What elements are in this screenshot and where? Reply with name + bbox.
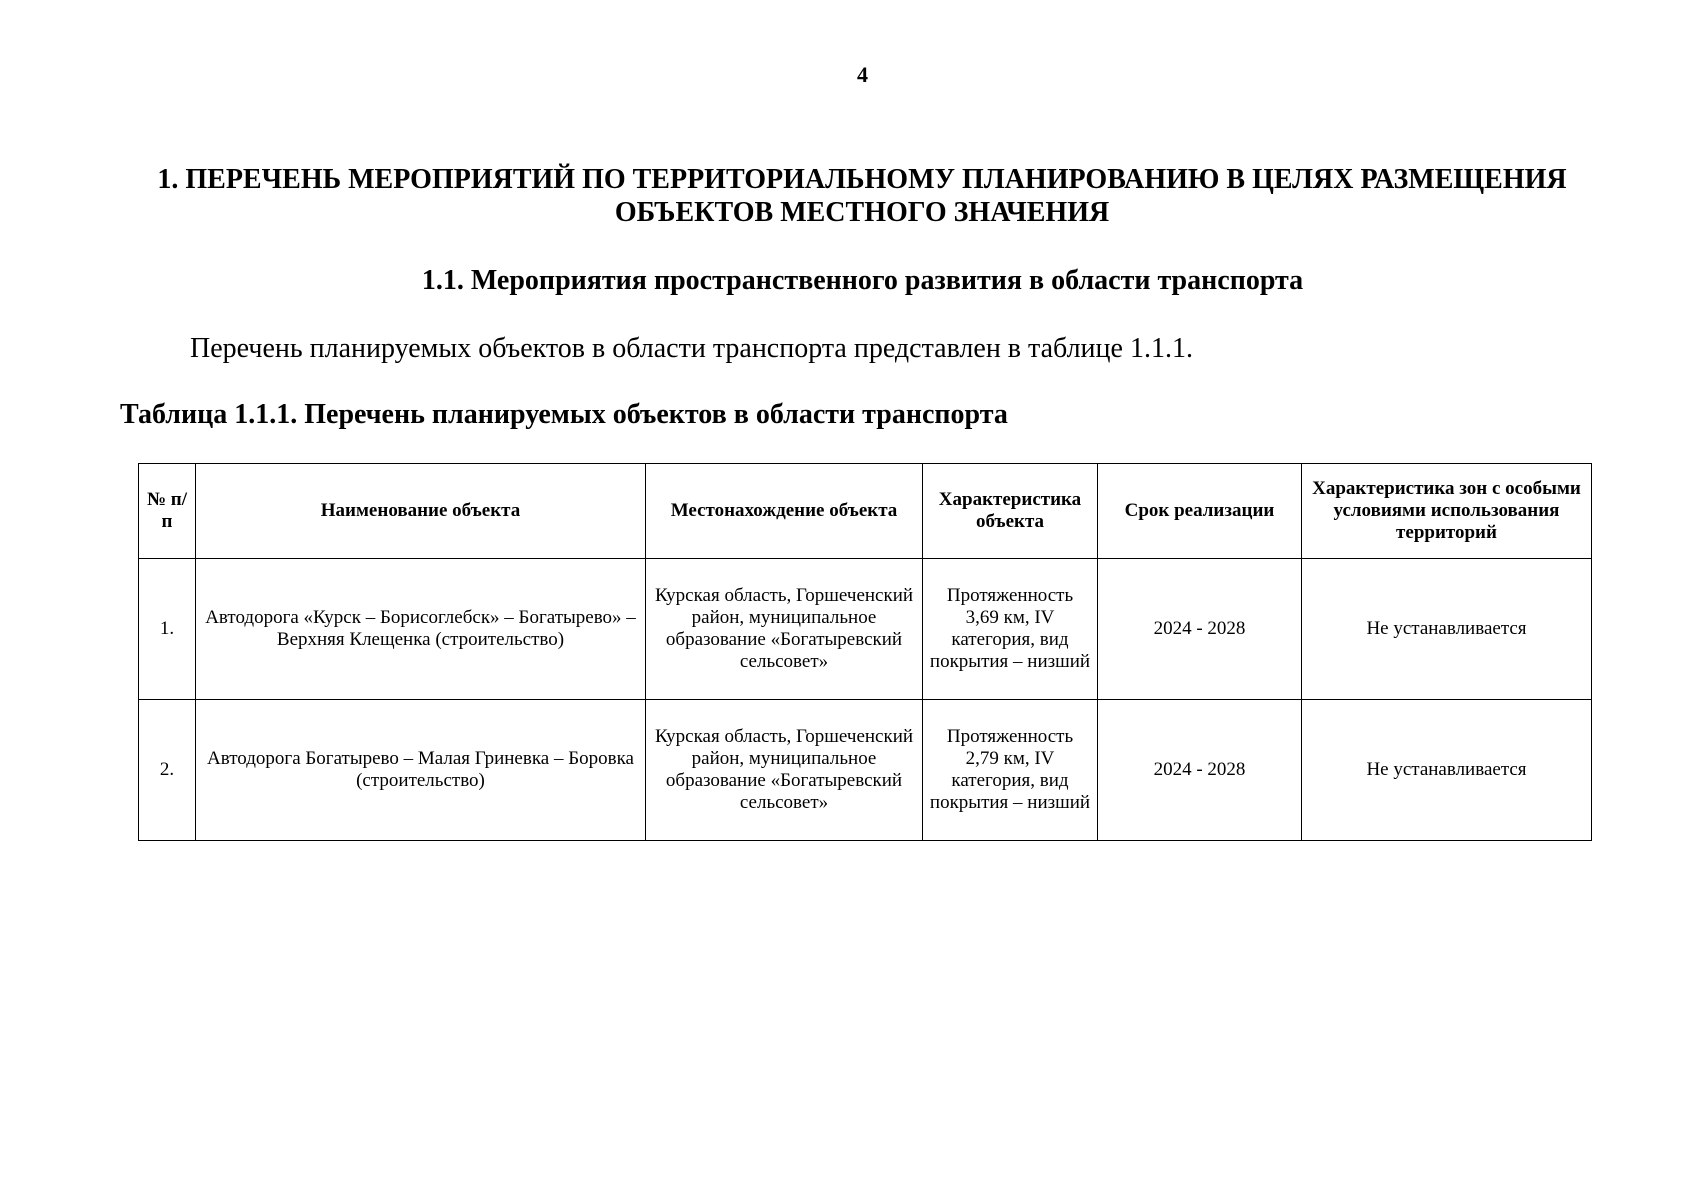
header-term: Срок реализации [1098,464,1302,559]
header-number: № п/п [139,464,196,559]
cell-object-name: Автодорога Богатырево – Малая Гриневка – Боровка (строительство) [196,700,646,841]
intro-paragraph: Перечень планируемых объектов в области транспорта представлен в таблице 1.1.1. [190,333,1193,364]
cell-term: 2024 - 2028 [1098,559,1302,700]
cell-number: 1. [139,559,196,700]
table-header-row [139,464,1592,559]
cell-location: Курская область, Горшеченский район, муниципальное образование «Богатыревский сельсовет» [646,700,923,841]
header-zones: Характеристика зон с особыми условиями использования территорий [1302,464,1592,559]
cell-zones: Не устанавливается [1302,559,1592,700]
header-location: Местонахождение объекта [646,464,923,559]
table-caption: Таблица 1.1.1. Перечень планируемых объектов в области транспорта [120,399,1008,430]
cell-zones: Не устанавливается [1302,700,1592,841]
section-subtitle: 1.1. Мероприятия пространственного развития в области транспорта [421,265,1304,296]
cell-location: Курская область, Горшеченский район, муниципальное образование «Богатыревский сельсовет» [646,559,923,700]
table-row [139,559,1592,700]
cell-characteristic: Протяженность 3,69 км, IV категория, вид покрытия – низший [923,559,1098,700]
table-row [139,700,1592,841]
document-title: 1. ПЕРЕЧЕНЬ МЕРОПРИЯТИЙ ПО ТЕРРИТОРИАЛЬНОМУ ПЛАНИРОВАНИЮ В ЦЕЛЯХ РАЗМЕЩЕНИЯ ОБЪЕКТОВ МЕСТНОГО ЗНАЧЕНИЯ [157,164,1567,228]
header-object-name: Наименование объекта [196,464,646,559]
header-characteristic: Характеристика объекта [923,464,1098,559]
cell-number: 2. [139,700,196,841]
objects-table [138,463,1592,841]
cell-object-name: Автодорога «Курск – Борисоглебск» – Богатырево» – Верхняя Клещенка (строительство) [196,559,646,700]
cell-characteristic: Протяженность 2,79 км, IV категория, вид покрытия – низший [923,700,1098,841]
page-number: 4 [857,62,868,87]
cell-term: 2024 - 2028 [1098,700,1302,841]
